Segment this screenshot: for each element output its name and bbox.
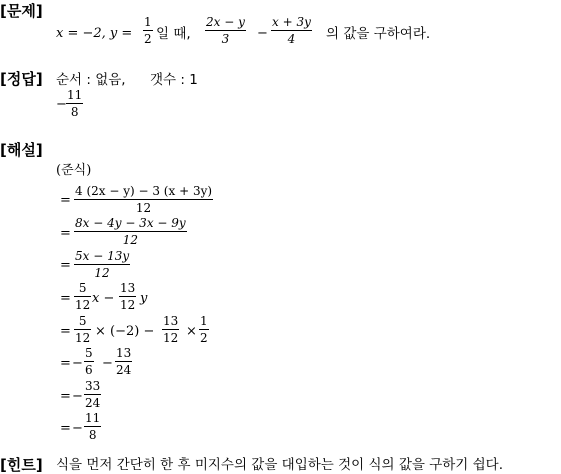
problem-expr-a — [205, 15, 246, 46]
solution-step-4-b — [119, 281, 136, 312]
solution-step-4-a — [74, 281, 91, 312]
fraction-bar — [271, 30, 312, 31]
solution-step-6-a — [84, 346, 94, 377]
problem-condition-suffix: 일 때, — [156, 26, 191, 42]
problem-half-fraction — [143, 15, 153, 46]
fraction-numerator: x + 3y — [272, 15, 311, 29]
fraction-denominator: 12 — [75, 331, 91, 345]
problem-heading: [문제] — [0, 2, 43, 20]
fraction-denominator: 12 — [135, 201, 152, 215]
fraction-numerator: 5 — [78, 314, 87, 328]
fraction-denominator: 6 — [85, 363, 93, 377]
fraction-denominator: 4 — [287, 32, 296, 46]
fraction-bar — [74, 231, 187, 232]
solution-step-5-times: × — [186, 324, 197, 339]
solution-intro: (준식) — [56, 163, 92, 178]
fraction-numerator: 4 (2x − y) − 3 (x + 3y) — [75, 184, 213, 198]
fraction-bar — [84, 394, 101, 395]
fraction-denominator: 2 — [144, 32, 152, 46]
fraction-denominator: 24 — [116, 363, 132, 377]
fraction-bar — [199, 329, 209, 330]
solution-step-6-b — [115, 346, 132, 377]
fraction-numerator: 2x − y — [206, 15, 245, 29]
minus-sign: − — [72, 389, 83, 404]
fraction-denominator: 12 — [163, 331, 179, 345]
solution-heading: [해설] — [0, 141, 43, 159]
fraction-bar — [115, 361, 132, 362]
equals-sign: = — [60, 421, 71, 436]
solution-step-4-x: x − — [92, 291, 115, 306]
fraction-numerator: 11 — [67, 88, 83, 102]
fraction-bar — [162, 329, 179, 330]
fraction-numerator: 8x − 4y − 3x − 9y — [75, 216, 186, 230]
equals-sign: = — [60, 324, 71, 339]
fraction-numerator: 1 — [200, 314, 208, 328]
answer-fraction — [66, 88, 83, 119]
hint-heading: [힌트] — [0, 456, 43, 474]
fraction-numerator: 13 — [163, 314, 179, 328]
fraction-denominator: 12 — [120, 298, 136, 312]
minus-sign: − — [102, 356, 113, 371]
solution-step-7 — [84, 379, 101, 410]
fraction-numerator: 5 — [78, 281, 87, 295]
answer-sign: − — [56, 97, 67, 112]
problem-given: x = −2, y = — [56, 26, 133, 41]
fraction-numerator: 1 — [144, 15, 152, 29]
problem-question: 의 값을 구하여라. — [326, 26, 431, 42]
solution-step-5-b — [162, 314, 179, 345]
fraction-numerator: 13 — [116, 346, 132, 360]
fraction-denominator: 12 — [75, 298, 91, 312]
equals-sign: = — [60, 258, 71, 273]
solution-step-5-mid: × (−2) − — [95, 324, 155, 339]
fraction-denominator: 2 — [200, 331, 208, 345]
minus-sign: − — [72, 421, 83, 436]
fraction-numerator: 33 — [85, 379, 101, 393]
equals-sign: = — [60, 356, 71, 371]
minus-sign: − — [72, 356, 83, 371]
fraction-numerator: 11 — [85, 411, 101, 425]
fraction-bar — [66, 103, 83, 104]
equals-sign: = — [60, 226, 71, 241]
solution-step-3 — [74, 249, 130, 280]
fraction-bar — [143, 30, 153, 31]
equals-sign: = — [60, 291, 71, 306]
fraction-denominator: 12 — [94, 266, 110, 280]
problem-expr-b — [271, 15, 312, 46]
fraction-denominator: 8 — [88, 428, 97, 442]
fraction-denominator: 8 — [70, 105, 79, 119]
equals-sign: = — [60, 389, 71, 404]
fraction-numerator: 5x − 13y — [75, 249, 130, 263]
fraction-bar — [74, 296, 91, 297]
solution-step-2 — [74, 216, 187, 247]
fraction-bar — [84, 426, 101, 427]
equals-sign: = — [60, 193, 71, 208]
fraction-numerator: 13 — [120, 281, 136, 295]
fraction-bar — [205, 30, 246, 31]
fraction-bar — [84, 361, 94, 362]
fraction-numerator: 5 — [85, 346, 93, 360]
solution-step-5-c — [199, 314, 209, 345]
solution-step-5-a — [74, 314, 91, 345]
fraction-denominator: 24 — [85, 396, 101, 410]
fraction-denominator: 12 — [122, 233, 138, 247]
answer-heading: [정답] — [0, 70, 43, 88]
hint-text: 식을 먼저 간단히 한 후 미지수의 값을 대입하는 것이 식의 값을 구하기 쉽다. — [56, 457, 504, 473]
solution-step-8 — [84, 411, 101, 442]
problem-minus: − — [257, 26, 268, 41]
fraction-denominator: 3 — [221, 32, 230, 46]
answer-count: 갯수 : 1 — [150, 72, 198, 88]
solution-step-1 — [74, 184, 213, 215]
answer-order: 순서 : 없음, — [56, 72, 126, 88]
fraction-bar — [74, 264, 130, 265]
fraction-bar — [74, 329, 91, 330]
fraction-bar — [119, 296, 136, 297]
fraction-bar — [74, 199, 213, 200]
solution-step-4-y: y — [140, 291, 148, 306]
